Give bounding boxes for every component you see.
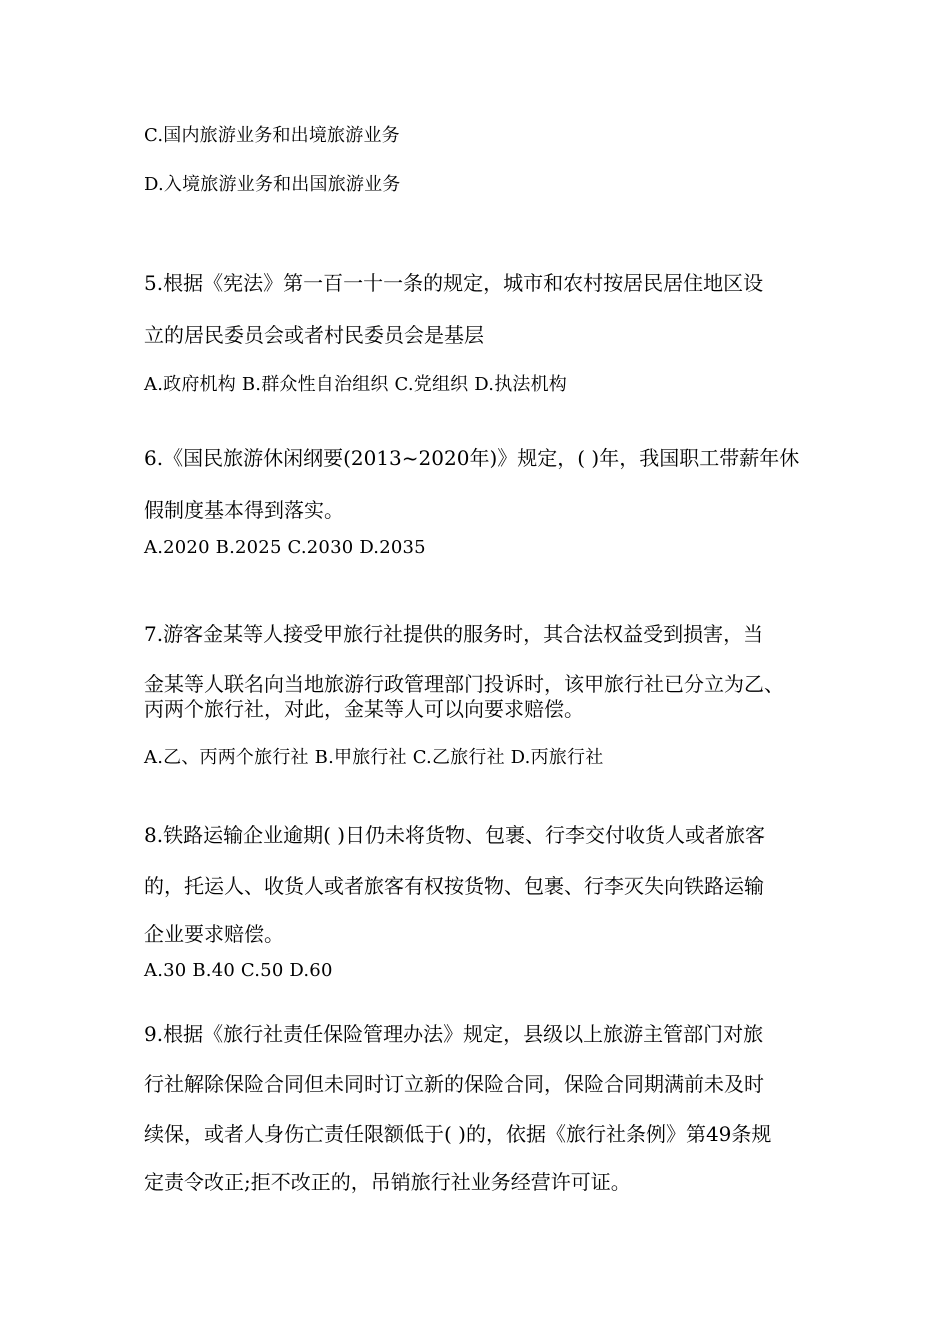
- question-text-line: 的，托运人、收货人或者旅客有权按货物、包裹、行李灭失向铁路运输: [144, 874, 764, 898]
- question-options: A.乙、丙两个旅行社 B.甲旅行社 C.乙旅行社 D.丙旅行社: [144, 747, 604, 768]
- question-text-line: 5.根据《宪法》第一百一十一条的规定，城市和农村按居民居住地区设: [144, 271, 764, 295]
- question-text-line: 续保，或者人身伤亡责任限额低于( )的，依据《旅行社条例》第49条规: [144, 1122, 772, 1146]
- question-text-line: 6.《国民旅游休闲纲要(2013~2020年)》规定，( )年，我国职工带薪年休: [144, 446, 800, 470]
- question-text-line: 行社解除保险合同但未同时订立新的保险合同，保险合同期满前未及时: [144, 1072, 764, 1096]
- question-text-line: 定责令改正;拒不改正的，吊销旅行社业务经营许可证。: [144, 1170, 631, 1194]
- option-line: D.入境旅游业务和出国旅游业务: [144, 174, 401, 195]
- question-options: A.政府机构 B.群众性自治组织 C.党组织 D.执法机构: [144, 374, 567, 395]
- question-text-line: 假制度基本得到落实。: [144, 498, 344, 522]
- question-text-line: 7.游客金某等人接受甲旅行社提供的服务时，其合法权益受到损害，当: [144, 622, 764, 646]
- question-text-line: 企业要求赔偿。: [144, 922, 284, 946]
- question-text-line: 丙两个旅行社，对此，金某等人可以向要求赔偿。: [144, 697, 584, 721]
- question-options: A.30 B.40 C.50 D.60: [144, 960, 333, 981]
- question-text-line: 9.根据《旅行社责任保险管理办法》规定，县级以上旅游主管部门对旅: [144, 1022, 764, 1046]
- question-text-line: 金某等人联名向当地旅游行政管理部门投诉时，该甲旅行社已分立为乙、: [144, 672, 784, 696]
- question-text-line: 立的居民委员会或者村民委员会是基层: [144, 323, 484, 347]
- question-options: A.2020 B.2025 C.2030 D.2035: [144, 537, 426, 558]
- option-line: C.国内旅游业务和出境旅游业务: [144, 125, 400, 146]
- question-text-line: 8.铁路运输企业逾期( )日仍未将货物、包裹、行李交付收货人或者旅客: [144, 823, 766, 847]
